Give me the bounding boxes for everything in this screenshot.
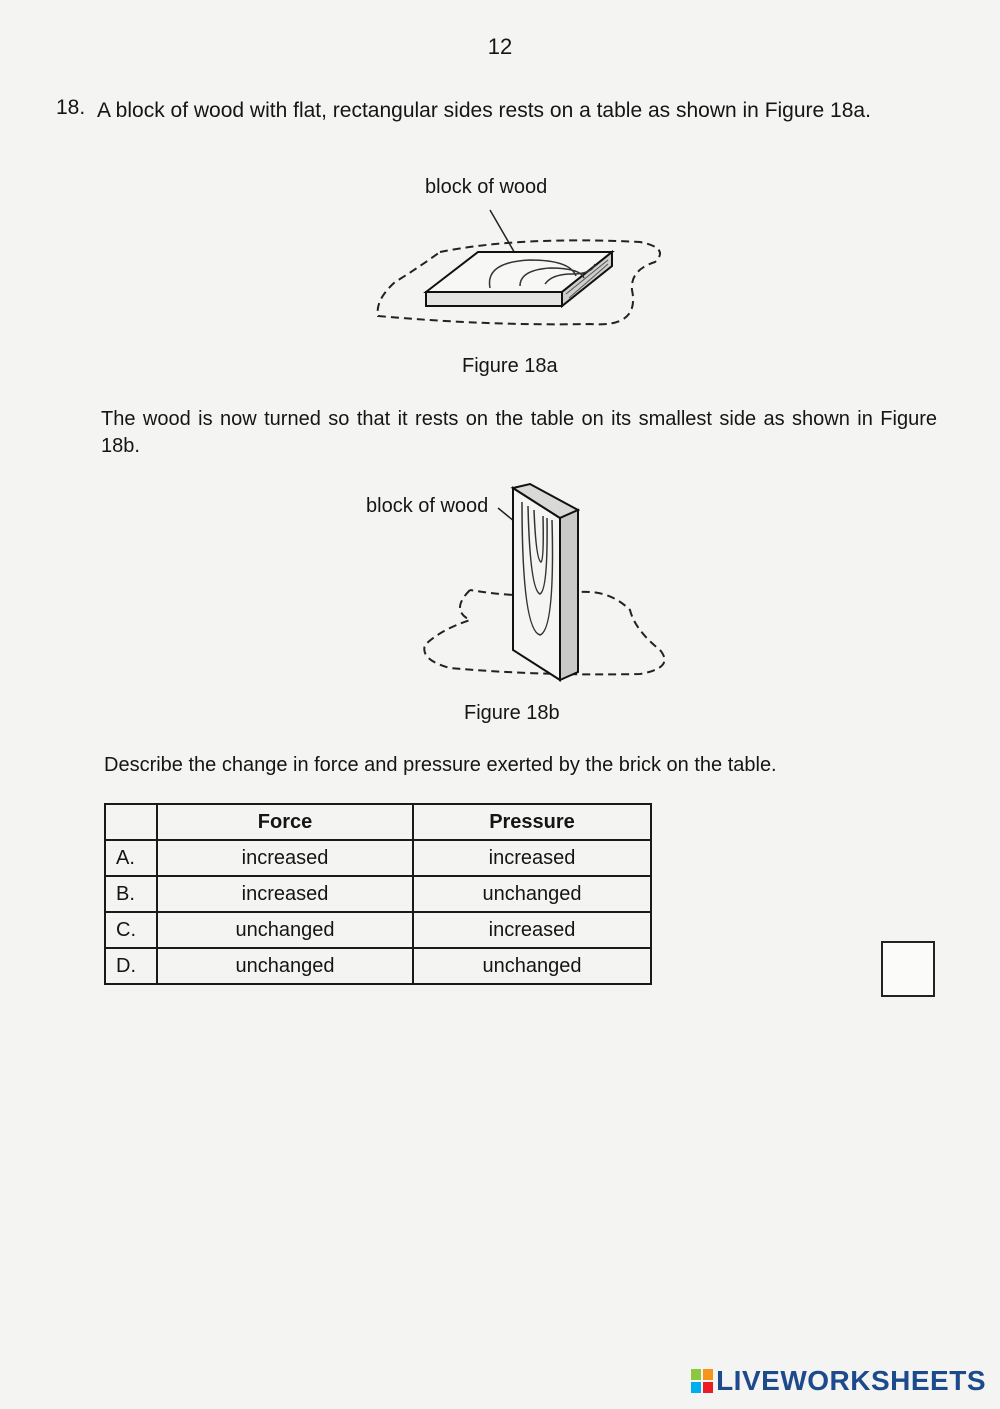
figure-a-caption: Figure 18a: [462, 355, 558, 377]
paragraph-figure-b-intro: The wood is now turned so that it rests on the table on its smallest side as shown in Figure 18b.: [101, 408, 937, 457]
table-header-pressure: Pressure: [413, 804, 651, 840]
liveworksheets-wordmark: LIVEWORKSHEETS: [716, 1365, 986, 1396]
question-instruction: Describe the change in force and pressure exerted by the brick on the table.: [104, 754, 777, 776]
question-number: 18.: [56, 96, 86, 119]
figure-b-caption: Figure 18b: [464, 702, 560, 724]
page-number: 12: [487, 34, 513, 59]
table-row: [105, 840, 651, 876]
figure-b-label: block of wood: [366, 495, 489, 517]
force-cell: increased: [157, 876, 413, 912]
table-row: [105, 876, 651, 912]
liveworksheets-logo: [691, 1365, 986, 1397]
option-label: C.: [105, 912, 157, 948]
liveworksheets-icon: [691, 1369, 713, 1393]
table-header-option: [105, 804, 157, 840]
table-row: [105, 912, 651, 948]
answer-options-table: [104, 803, 652, 985]
pressure-cell: unchanged: [413, 948, 651, 984]
figure-18a-illustration: [370, 200, 670, 340]
table-header-force: Force: [157, 804, 413, 840]
table-header-row: [105, 804, 651, 840]
figure-a-label: block of wood: [425, 176, 548, 198]
force-cell: unchanged: [157, 948, 413, 984]
figure-18b-illustration: [410, 480, 670, 700]
question-text: A block of wood with flat, rectangular sides rests on a table as shown in Figure 18a.: [97, 99, 871, 122]
block-front-face-b: [513, 488, 560, 680]
pressure-cell: increased: [413, 912, 651, 948]
block-front-face: [426, 292, 562, 306]
option-label: A.: [105, 840, 157, 876]
pressure-cell: unchanged: [413, 876, 651, 912]
option-label: D.: [105, 948, 157, 984]
option-label: B.: [105, 876, 157, 912]
answer-input-box[interactable]: [881, 941, 935, 997]
force-cell: unchanged: [157, 912, 413, 948]
pressure-cell: increased: [413, 840, 651, 876]
block-side-face-b: [560, 510, 578, 680]
table-row: [105, 948, 651, 984]
force-cell: increased: [157, 840, 413, 876]
